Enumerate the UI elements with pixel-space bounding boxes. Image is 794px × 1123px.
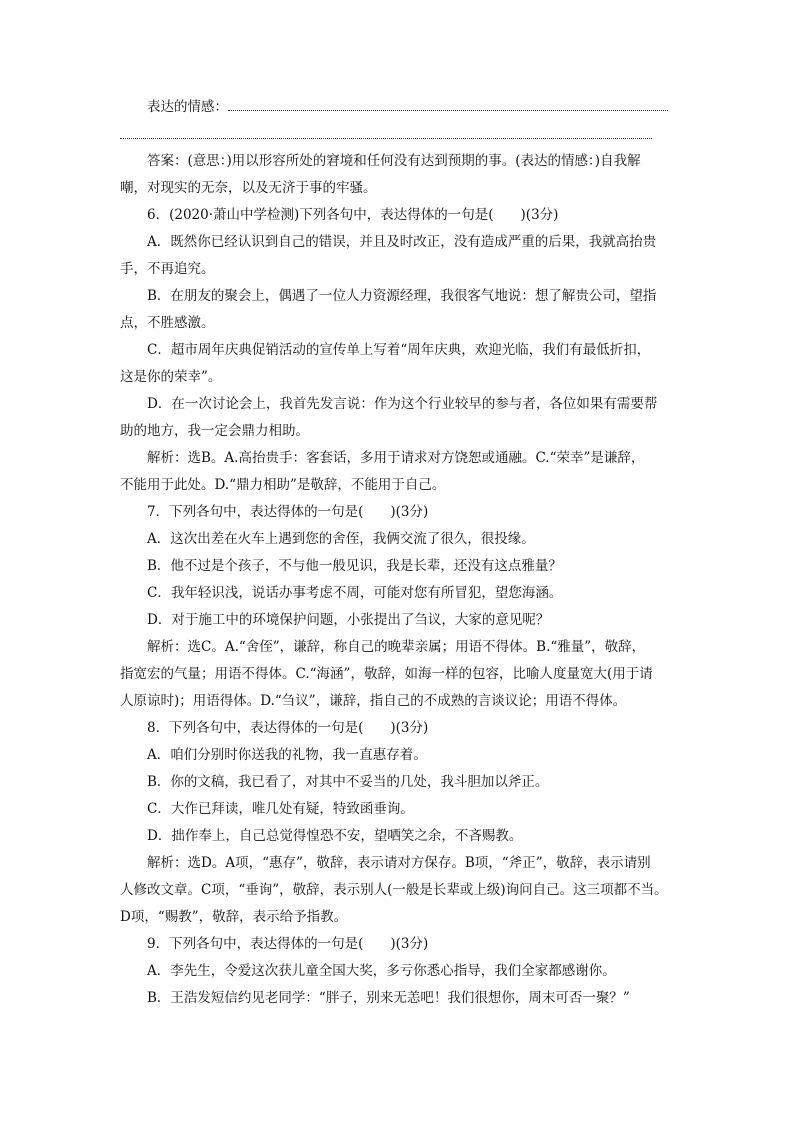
question-6-option-a: A．既然你已经认识到自己的错误，并且及时改正，没有造成严重的后果，我就高抬贵	[147, 234, 657, 250]
question-8-analysis-cont: 人修改文章。C项，“垂询”，敬辞，表示别人(一般是长辈或上级)询问自己。这三项都不当。	[120, 882, 668, 898]
question-7-option-b: B．他不过是个孩子，不与他一般见识，我是长辈，还没有这点雅量？	[147, 558, 562, 574]
question-7-option-a: A．这次出差在火车上遇到您的舍侄，我俩交流了很久，很投缘。	[147, 531, 535, 547]
question-8-analysis: 解析：选D。A项，“惠存”，敬辞，表示请对方保存。B项，“斧正”，敬辞，表示请别	[147, 855, 651, 871]
question-8-option-d: D．拙作奉上，自己总觉得惶恐不安，望哂笑之余，不吝赐教。	[147, 828, 523, 844]
question-8-stem: 8．下列各句中，表达得体的一句是( )(3分)	[147, 720, 429, 736]
question-8-option-c: C．大作已拜读，唯几处有疑，特致函垂询。	[147, 801, 414, 817]
question-8-option-a: A．咱们分别时你送我的礼物，我一直惠存着。	[147, 747, 427, 763]
question-9-option-b: B．王浩发短信约见老同学：“胖子，别来无恙吧！我们很想你，周末可否一聚？”	[147, 990, 630, 1006]
answer-blank[interactable]	[228, 109, 668, 111]
blank-line	[120, 94, 680, 121]
question-6-stem: 6．(2020·萧山中学检测)下列各句中，表达得体的一句是( )(3分)	[147, 207, 559, 223]
answer-blank-continued[interactable]	[120, 121, 680, 148]
blank-label: 表达的情感：	[147, 99, 228, 115]
answer-blank-line	[120, 137, 652, 139]
question-8-analysis-cont: D项，“赐教”，敬辞，表示给予指教。	[120, 909, 348, 925]
question-9-option-a: A．李先生，令爱这次获儿童全国大奖，多亏你悉心指导，我们全家都感谢你。	[147, 963, 616, 979]
question-6-option-d-cont: 助的地方，我一定会鼎力相助。	[120, 423, 309, 439]
question-7-stem: 7．下列各句中，表达得体的一句是( )(3分)	[147, 504, 429, 520]
question-7-analysis: 解析：选C。A.“舍侄”，谦辞，称自己的晚辈亲属；用语不得体。B.“雅量”，敬辞，	[147, 639, 646, 655]
document-body	[120, 94, 680, 1012]
question-6-option-c-cont: 这是你的荣幸”。	[120, 369, 222, 385]
question-6-option-a-cont: 手，不再追究。	[120, 261, 215, 277]
question-8-option-b: B．你的文稿，我已看了，对其中不妥当的几处，我斗胆加以斧正。	[147, 774, 549, 790]
question-7-analysis-cont: 人原谅时)；用语得体。D.“刍议”，谦辞，指自己的不成熟的言谈议论；用语不得体。	[120, 693, 627, 709]
answer-line: 答案：(意思：)用以形容所处的窘境和任何没有达到预期的事。(表达的情感：)自我解	[147, 153, 641, 169]
question-6-option-b: B．在朋友的聚会上，偶遇了一位人力资源经理，我很客气地说：想了解贵公司，望指	[147, 288, 657, 304]
question-7-analysis-cont: 指宽宏的气量；用语不得体。C.“海涵”，敬辞，如海一样的包容，比喻人度量宽大(用于请	[120, 666, 653, 682]
question-7-option-d: D．对于施工中的环境保护问题，小张提出了刍议，大家的意见呢？	[147, 612, 550, 628]
question-6-option-c: C．超市周年庆典促销活动的宣传单上写着“周年庆典，欢迎光临，我们有最低折扣，	[147, 342, 651, 358]
question-6-analysis: 解析：选B。A.高抬贵手：客套话，多用于请求对方饶恕或通融。C.“荣幸”是谦辞，	[147, 450, 645, 466]
answer-line: 嘲，对现实的无奈，以及无济于事的牢骚。	[120, 180, 377, 196]
question-7-option-c: C．我年轻识浅，说话办事考虑不周，可能对您有所冒犯，望您海涵。	[147, 585, 563, 601]
question-6-analysis-cont: 不能用于此处。D.“鼎力相助”是敬辞，不能用于自己。	[120, 477, 446, 493]
question-9-stem: 9．下列各句中，表达得体的一句是( )(3分)	[147, 936, 429, 952]
question-6-option-d: D．在一次讨论会上，我首先发言说：作为这个行业较早的参与者，各位如果有需要帮	[147, 396, 658, 412]
question-6-option-b-cont: 点，不胜感激。	[120, 315, 215, 331]
